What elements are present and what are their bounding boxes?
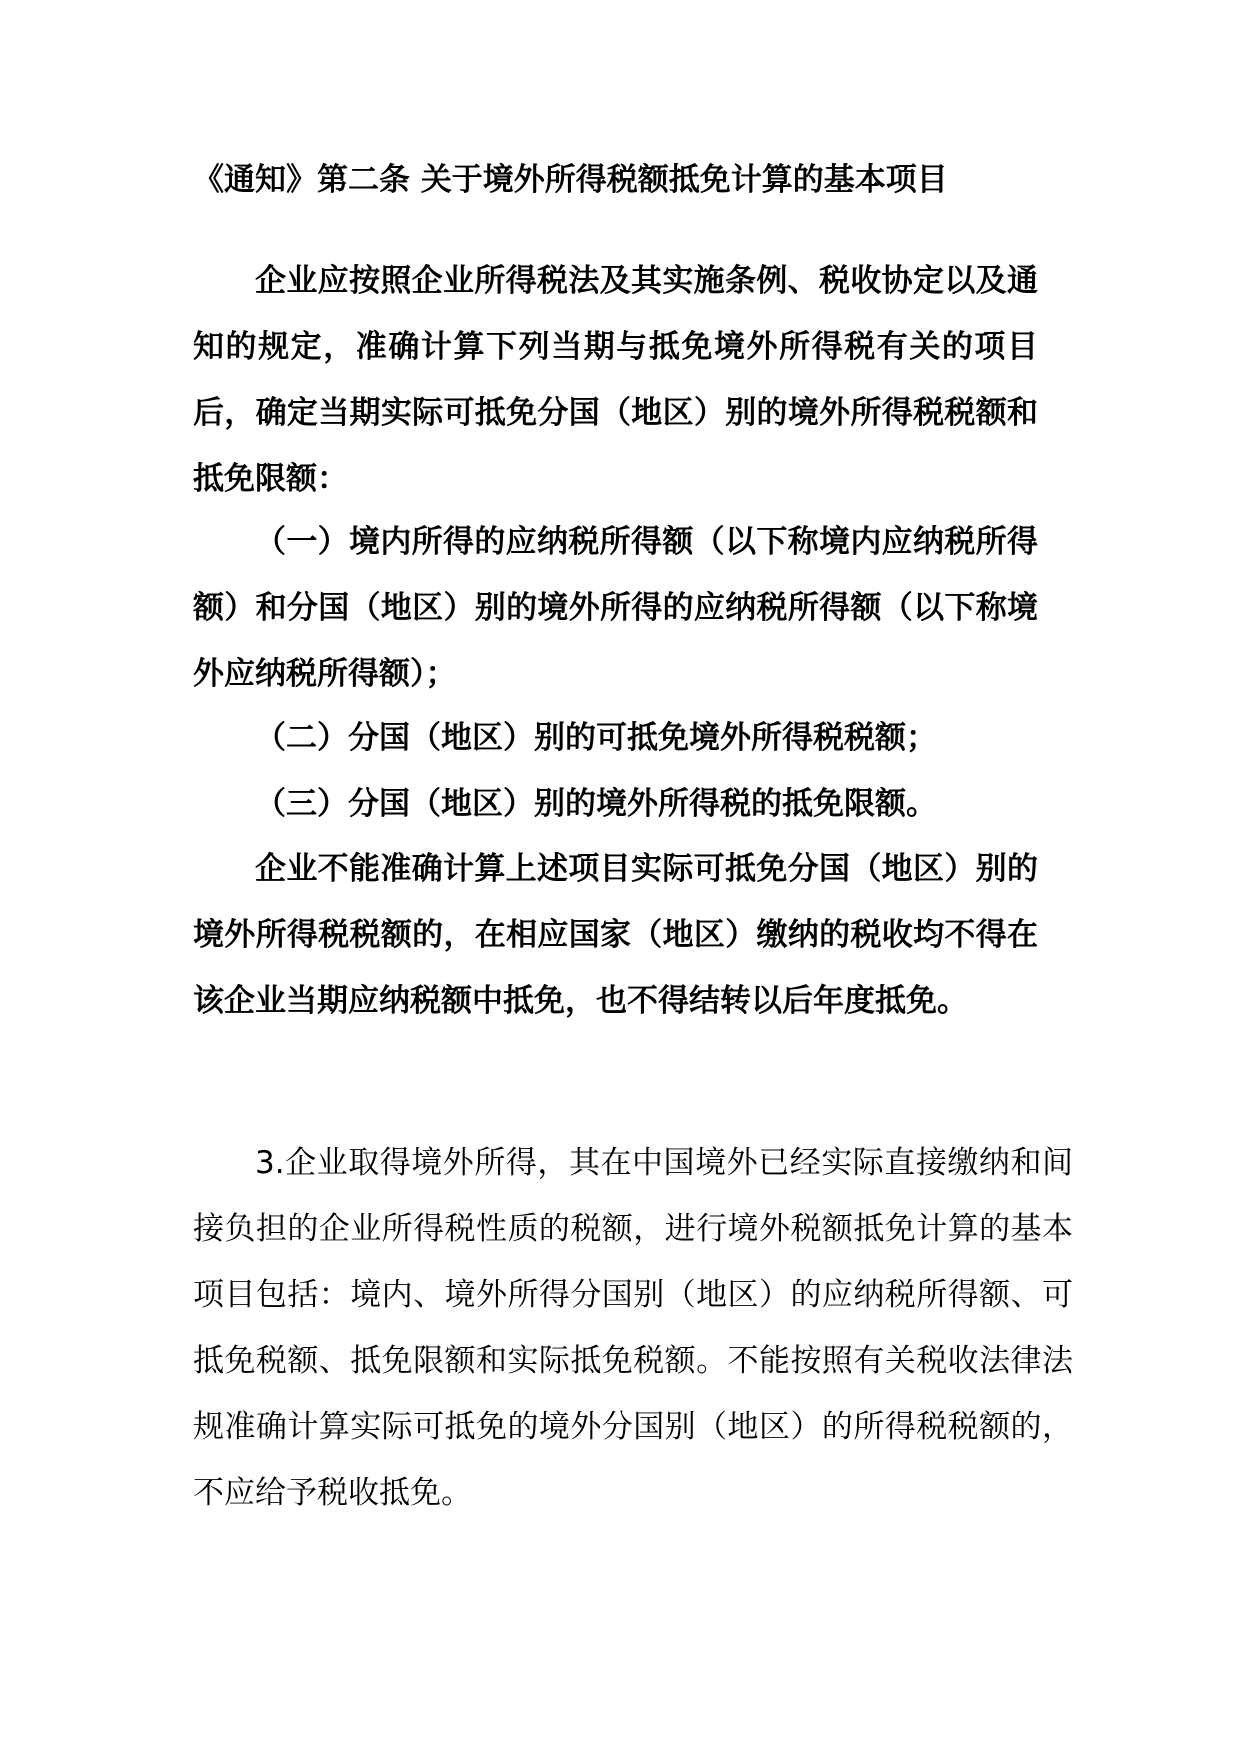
credit-limit-paragraph: 企业不能准确计算上述项目实际可抵免分国（地区）别的境外所得税税额的，在相应国家（地区）缴纳的税收均不得在该企业当期应纳税额中抵免，也不得结转以后年度抵免。 [193,851,1038,1019]
item-one-paragraph: （一）境内所得的应纳税所得额（以下称境内应纳税所得额）和分国（地区）别的境外所得的应纳税所得额（以下称境外应纳税所得额）； [193,524,1038,692]
section-three-paragraph: 3.企业取得境外所得，其在中国境外已经实际直接缴纳和间接负担的企业所得税性质的税额，进行境外税额抵免计算的基本项目包括：境内、境外所得分国别（地区）的应纳税所得额、可抵免税额、抵免限额和实际抵免税额。不能按照有关税收法律法规准确计算实际可抵免的境外分国别（地区）的所得税税额的，不应给予税收抵免。 [193,1145,1073,1511]
intro-paragraph: 企业应按照企业所得税法及其实施条例、税收协定以及通知的规定，准确计算下列当期与抵免境外所得税有关的项目后，确定当期实际可抵免分国（地区）别的境外所得税税额和抵免限额： [193,263,1038,497]
item-three-paragraph: （三）分国（地区）别的境外所得税的抵免限额。 [255,786,937,822]
document-title: 《通知》第二条 关于境外所得税额抵免计算的基本项目 [193,162,948,198]
item-two-paragraph: （二）分国（地区）别的可抵免境外所得税税额； [255,720,937,756]
